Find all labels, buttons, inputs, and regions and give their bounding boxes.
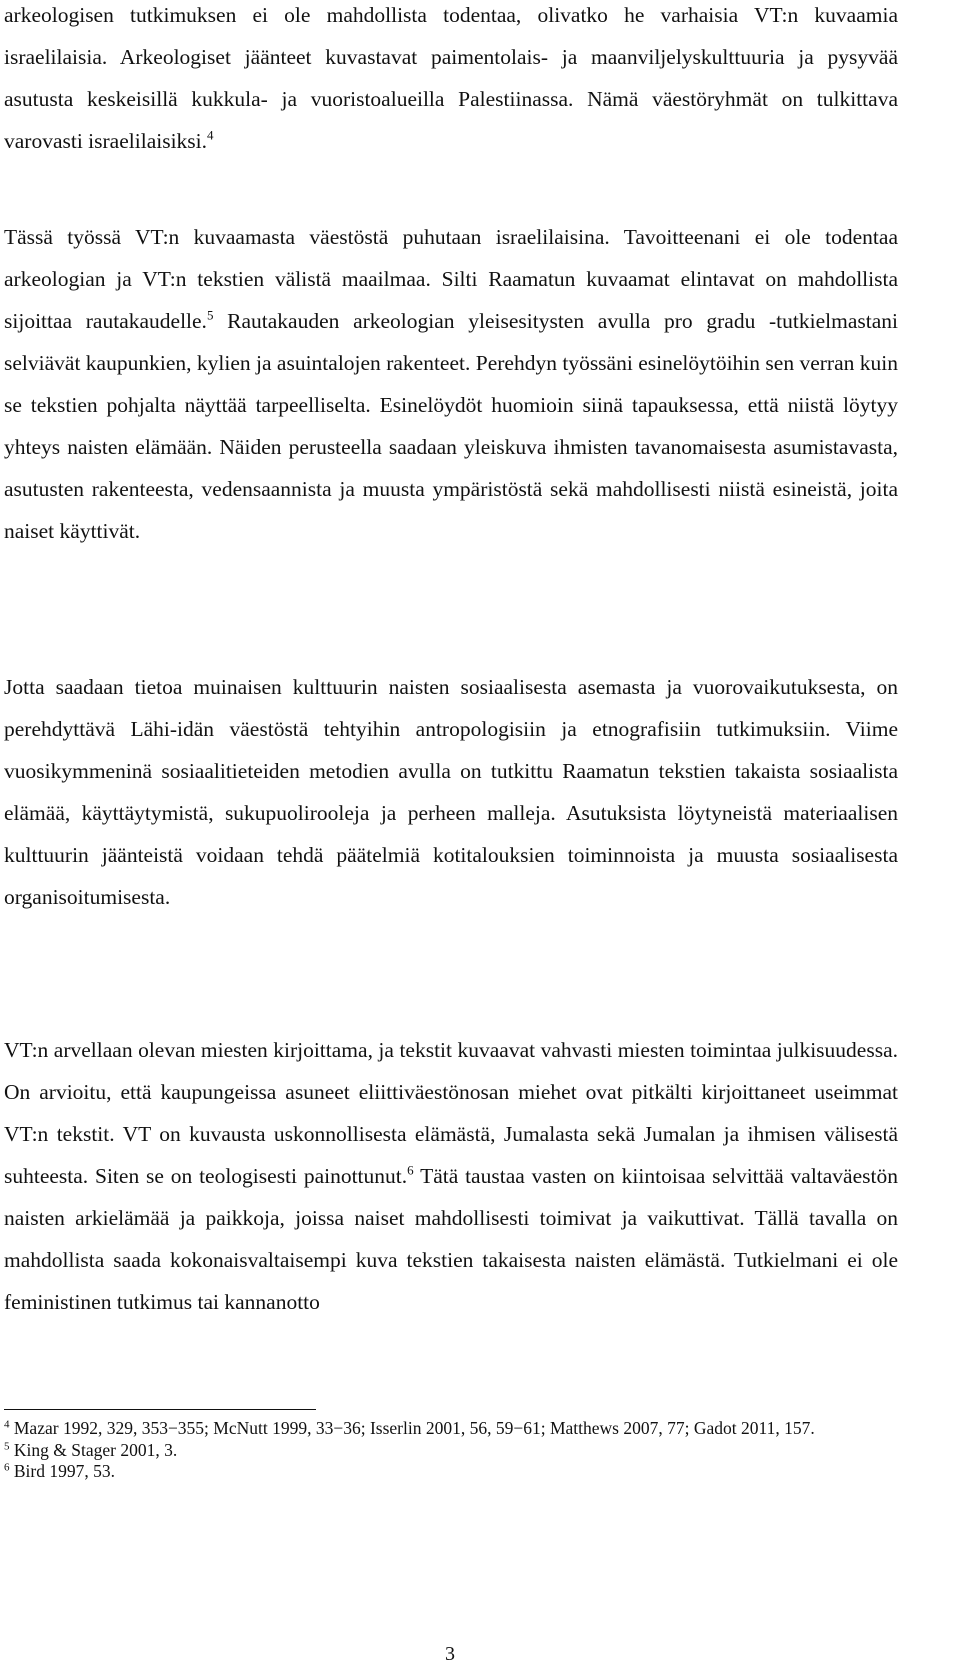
footnote (4, 1418, 898, 1440)
paragraph-text: VT:n arvellaan olevan miesten kirjoittama, ja tekstit kuvaavat vahvasti miesten toimintaa julkisuudessa. On arvioitu, että kaupungeissa asuneet eliittiväestönosan miehet ovat pitkälti kirjoittaneet useimmat VT:n tekstit. VT on kuvausta uskonnollisesta elämästä, Jumalasta sekä Jumalan ja ihmisen välisestä suhteesta. Siten se on teologisesti painottunut. (4, 1038, 898, 1188)
body-paragraph (4, 666, 898, 918)
footnote-text: Mazar 1992, 329, 353−355; McNutt 1999, 33−36; Isserlin 2001, 56, 59−61; Matthews 2007, 77; Gadot 2011, 157. (9, 1418, 815, 1438)
footnote-ref[interactable]: 6 (407, 1162, 414, 1178)
footnote-text: Bird 1997, 53. (9, 1461, 115, 1481)
footnote-number: 6 (4, 1461, 10, 1474)
footnote-number: 5 (4, 1439, 10, 1452)
page-number: 3 (445, 1643, 455, 1665)
body-paragraph (4, 1029, 898, 1323)
paragraph-text: Rautakauden arkeologian yleisesitysten avulla pro gradu -tutkielmastani selviävät kaupunkien, kylien ja asuintalojen rakenteet. Perehdyn työssäni esinelöytöihin sen verran kuin se tekstien pohjalta näyttää tarpeelliselta. Esinelöydöt huomioin siinä tapauksessa, että niistä löytyy yhteys naisten elämään. Näiden perusteella saadaan yleiskuva ihmisten tavanomaisesta asumistavasta, asutusten rakenteesta, vedensaannista ja muusta ympäristöstä sekä mahdollisesti niistä esineistä, joita naiset käyttivät. (4, 309, 898, 543)
footnote-number: 4 (4, 1418, 10, 1431)
footnote-ref[interactable]: 4 (207, 127, 214, 143)
footnote-separator (4, 1409, 316, 1410)
footnote (4, 1440, 898, 1462)
paragraph-text: arkeologisen tutkimuksen ei ole mahdollista todentaa, olivatko he varhaisia VT:n kuvaamia israelilaisia. Arkeologiset jäänteet kuvastavat paimentolais- ja maanviljelyskulttuuria ja pysyvää asutusta keskeisillä kukkula- ja vuoristoalueilla Palestiinassa. Nämä väestöryhmät on tulkittava varovasti israelilaisiksi. (4, 3, 898, 153)
footnote-ref[interactable]: 5 (206, 307, 214, 323)
footnotes (4, 1418, 898, 1483)
body-paragraph (4, 0, 898, 162)
footnote (4, 1461, 898, 1483)
paragraph-text: Tätä taustaa vasten on kiintoisaa selvittää valtaväestön naisten arkielämää ja paikkoja, joissa naiset mahdollisesti toimivat ja vaikuttivat. Tällä tavalla on mahdollista saada kokonaisvaltaisempi kuva tekstien takaisesta naisten elämästä. Tutkielmani ei ole feministinen tutkimus tai kannanotto (4, 1164, 898, 1314)
paragraph-text: Jotta saadaan tietoa muinaisen kulttuurin naisten sosiaalisesta asemasta ja vuorovaikutuksesta, on perehdyttävä Lähi-idän väestöstä tehtyihin antropologisiin ja etnografisiin tutkimuksiin. Viime vuosikymmeninä sosiaalitieteiden metodien avulla on tutkittu Raamatun tekstien takaista sosiaalista elämää, käyttäytymistä, sukupuolirooleja ja perheen malleja. Asutuksista löytyneistä materiaalisen kulttuurin jäänteistä voidaan tehdä päätelmiä kotitalouksien toiminnoista ja muusta sosiaalisesta organisoitumisesta. (4, 675, 898, 909)
footnote-text: King & Stager 2001, 3. (9, 1439, 178, 1460)
paragraph-text: Tässä työssä VT:n kuvaamasta väestöstä puhutaan israelilaisina. Tavoitteenani ei ole todentaa arkeologian ja VT:n tekstien välistä maailmaa. Silti Raamatun kuvaamat elintavat on mahdollista sijoittaa rautakaudelle. (4, 225, 898, 333)
body-paragraph (4, 216, 898, 552)
